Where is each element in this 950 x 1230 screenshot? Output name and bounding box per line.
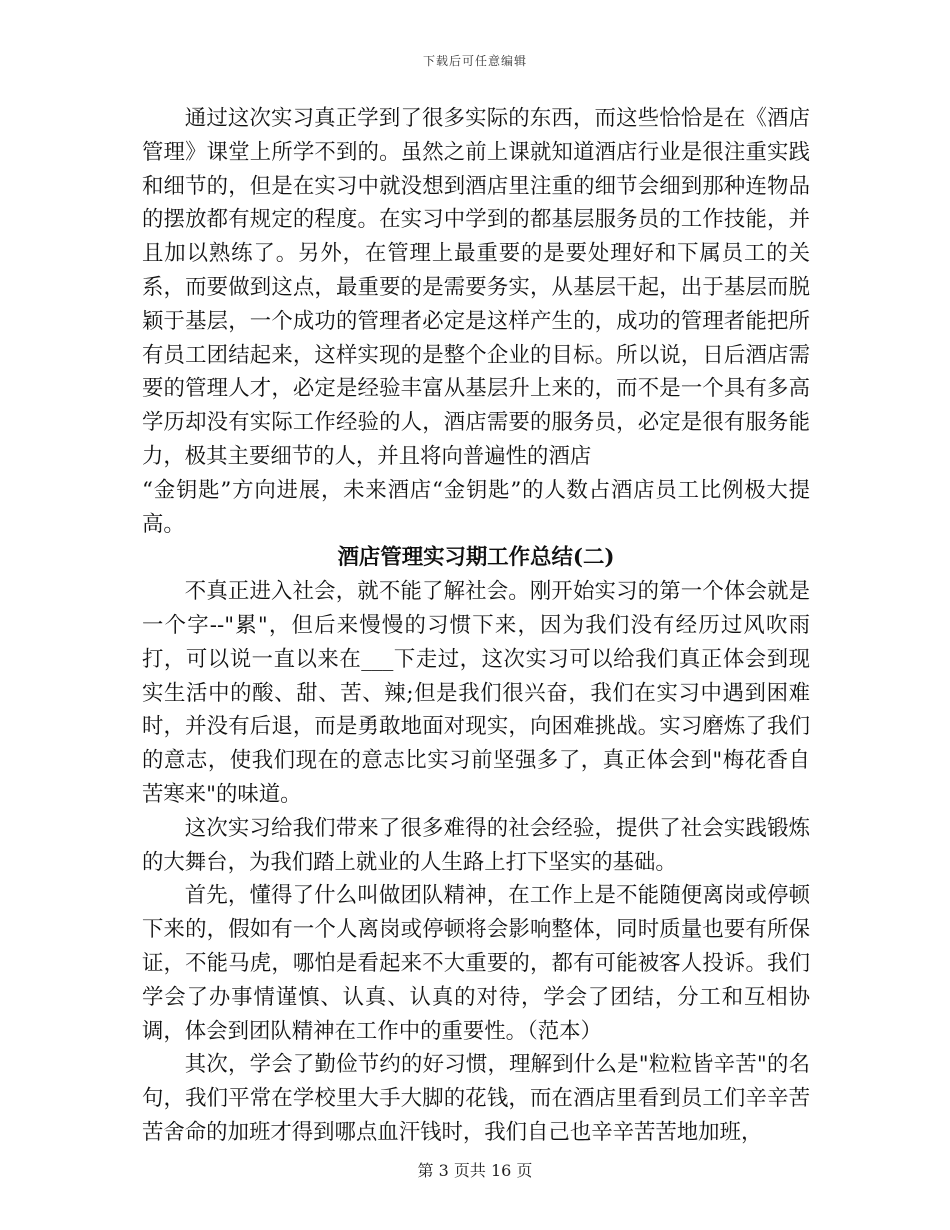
page-footer: 第 3 页共 16 页 xyxy=(417,1161,533,1180)
document-body xyxy=(142,102,810,1150)
paragraph-4: 首先，懂得了什么叫做团队精神，在工作上是不能随便离岗或停顿下来的，假如有一个人离岗或停顿将会影响整体，同时质量也要有所保证，不能马虎，哪怕是看起来不大重要的，都有可能被客人投诉。我们学会了办事情谨慎、认真、认真的对待，学会了团结，分工和互相协调，体会到团队精神在工作中的重要性。（范本） xyxy=(142,883,810,1044)
section-title: 酒店管理实习期工作总结(二) xyxy=(337,545,615,571)
paragraph-5: 其次，学会了勤俭节约的好习惯，理解到什么是"粒粒皆辛苦"的名句，我们平常在学校里大手大脚的花钱，而在酒店里看到员工们辛辛苦苦舍命的加班才得到哪点血汗钱时，我们自己也辛辛苦苦地加班， xyxy=(142,1052,810,1145)
paragraph-1-continued: “金钥匙”方向进展，未来酒店“金钥匙”的人数占酒店员工比例极大提高。 xyxy=(142,477,810,537)
paragraph-3: 这次实习给我们带来了很多难得的社会经验，提供了社会实践锻炼的大舞台，为我们踏上就业的人生路上打下坚实的基础。 xyxy=(142,815,810,875)
paragraph-2: 不真正进入社会，就不能了解社会。刚开始实习的第一个体会就是一个字--"累"，但后来慢慢的习惯下来，因为我们没有经历过风吹雨打，可以说一直以来在___下走过，这次实习可以给我们真正体会到现实生活中的酸、甜、苦、辣;但是我们很兴奋，我们在实习中遇到困难时，并没有后退，而是勇敢地面对现实，向困难挑战。实习磨炼了我们的意志，使我们现在的意志比实习前坚强多了，真正体会到"梅花香自苦寒来"的味道。 xyxy=(142,579,810,807)
page-header: 下载后可任意编辑 xyxy=(422,54,527,68)
paragraph-1: 通过这次实习真正学到了很多实际的东西，而这些恰恰是在《酒店管理》课堂上所学不到的。虽然之前上课就知道酒店行业是很注重实践和细节的，但是在实习中就没想到酒店里注重的细节会细到那种连物品的摆放都有规定的程度。在实习中学到的都基层服务员的工作技能，并且加以熟练了。另外，在管理上最重要的是要处理好和下属员工的关系，而要做到这点，最重要的是需要务实，从基层干起，出于基层而脱颖于基层，一个成功的管理者必定是这样产生的，成功的管理者能把所有员工团结起来，这样实现的是整个企业的目标。所以说，日后酒店需要的管理人才，必定是经验丰富从基层升上来的，而不是一个具有多高学历却没有实际工作经验的人，酒店需要的服务员，必定是很有服务能力，极其主要细节的人，并且将向普遍性的酒店 xyxy=(142,106,810,469)
